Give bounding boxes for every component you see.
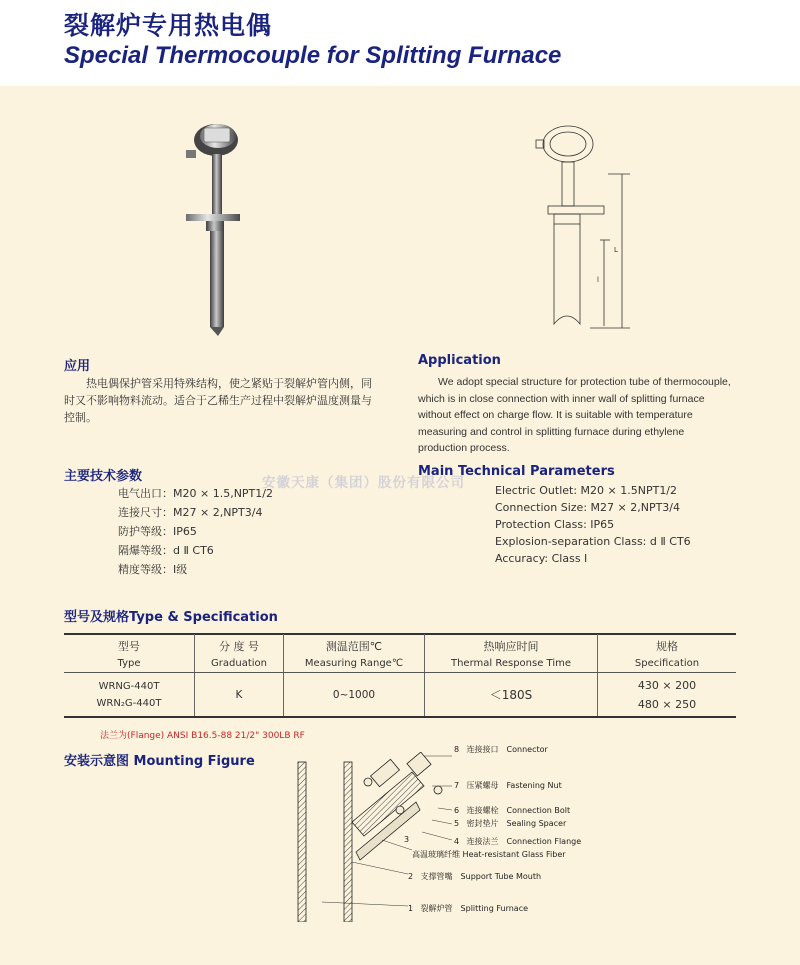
furnace-wall-left (298, 762, 306, 922)
td-specs: 430 × 200 480 × 250 (598, 673, 737, 717)
param-en-accuracy: Accuracy: Class Ⅰ (495, 552, 588, 565)
parameters-heading-cn: 主要技术参数 (64, 469, 143, 484)
label-support-tube-mouth: 2 支撑管嘴 Support Tube Mouth (408, 872, 542, 881)
param-en-connection-size: Connection Size: M27 × 2,NPT3/4 (495, 501, 680, 514)
label-splitting-furnace: 1 裂解炉管 Splitting Furnace (408, 904, 529, 913)
table-bottom-rule (64, 716, 736, 718)
flange (186, 214, 240, 221)
param-cn-connection-size: 连接尺寸：M27 × 2,NPT3/4 (118, 506, 263, 519)
dim-l: l (597, 276, 599, 284)
technical-drawing (510, 112, 640, 338)
label-connection-bolt: 6 连接螺栓 Connection Bolt (454, 806, 571, 815)
furnace-wall-right (344, 762, 352, 922)
protection-tube (210, 231, 224, 327)
header-band (0, 0, 800, 86)
th-specification: 规格 Specification (598, 634, 737, 673)
dim-L: L (614, 246, 618, 254)
param-cn-accuracy: 精度等级：Ⅰ级 (118, 563, 188, 576)
stem (212, 154, 222, 214)
label-fastening-nut: 7 压紧螺母 Fastening Nut (454, 781, 562, 790)
cable-gland (186, 150, 196, 158)
label-connector: 8 连接接口 Connector (454, 745, 548, 754)
param-en-protection: Protection Class: IP65 (495, 518, 615, 531)
drawing-flange (548, 206, 604, 214)
param-en-electric-outlet: Electric Outlet: M20 × 1.5NPT1/2 (495, 484, 678, 497)
connector-block (407, 752, 431, 776)
param-cn-explosion: 隔爆等级：d Ⅱ CT6 (118, 544, 214, 557)
param-cn-protection: 防护等级：IP65 (118, 525, 197, 538)
param-cn-electric-outlet: 电气出口：M20 × 1.5,NPT1/2 (118, 487, 273, 500)
application-heading-en: Application (418, 353, 501, 368)
label-sealing-spacer: 5 密封垫片 Sealing Spacer (454, 819, 567, 828)
drawing-tube (554, 224, 580, 324)
application-heading-cn: 应用 (64, 359, 91, 374)
page-title-en: Special Thermocouple for Splitting Furnace (64, 42, 562, 69)
nameplate (204, 128, 230, 142)
parameters-heading-en: Main Technical Parameters (418, 464, 615, 479)
td-range: 0~1000 (284, 673, 425, 717)
product-photo (178, 112, 264, 338)
th-type: 型号 Type (64, 634, 195, 673)
flange-block (371, 759, 400, 786)
application-text-en: We adopt special structure for protection tube of thermocouple, which is in close connection with inner wall of splitting furnace without effect on charge flow. It is suitable with temperature measuring and control in splitting furnace during ethylene production process. (418, 376, 731, 454)
param-en-explosion: Explosion-separation Class: d Ⅱ CT6 (495, 535, 691, 548)
spec-heading: 型号及规格Type & Specification (64, 610, 278, 625)
mounting-figure (292, 752, 452, 922)
th-range: 测温范围℃ Measuring Range℃ (284, 634, 425, 673)
label-glass-fiber: 高温玻璃纤维 Heat-resistant Glass Fiber (412, 850, 566, 859)
watermark: 安徽天康（集团）股份有限公司 (262, 475, 465, 491)
flange-note: 法兰为(Flange) ANSI B16.5-88 21/2" 300LB RF (100, 731, 305, 741)
td-types: WRNG-440T WRN₂G-440T (96, 680, 162, 709)
td-response: ＜180S (425, 673, 598, 717)
page-title-cn: 裂解炉专用热电偶 (64, 11, 273, 40)
drawing-head (543, 126, 593, 162)
mounting-heading: 安装示意图 Mounting Figure (64, 754, 255, 769)
label-num-3: 3 (404, 835, 410, 844)
label-connection-flange: 4 连接法兰 Connection Flange (454, 837, 582, 846)
td-graduation: K (195, 673, 284, 717)
th-response: 热响应时间 Thermal Response Time (425, 634, 598, 673)
th-graduation: 分 度 号 Graduation (195, 634, 284, 673)
spec-table (64, 634, 736, 716)
application-text-cn: 热电偶保护管采用特殊结构，使之紧贴于裂解炉管内侧，同时又不影响物料流动。适合于乙稀生产过程中裂解炉温度测量与控制。 (64, 377, 372, 424)
